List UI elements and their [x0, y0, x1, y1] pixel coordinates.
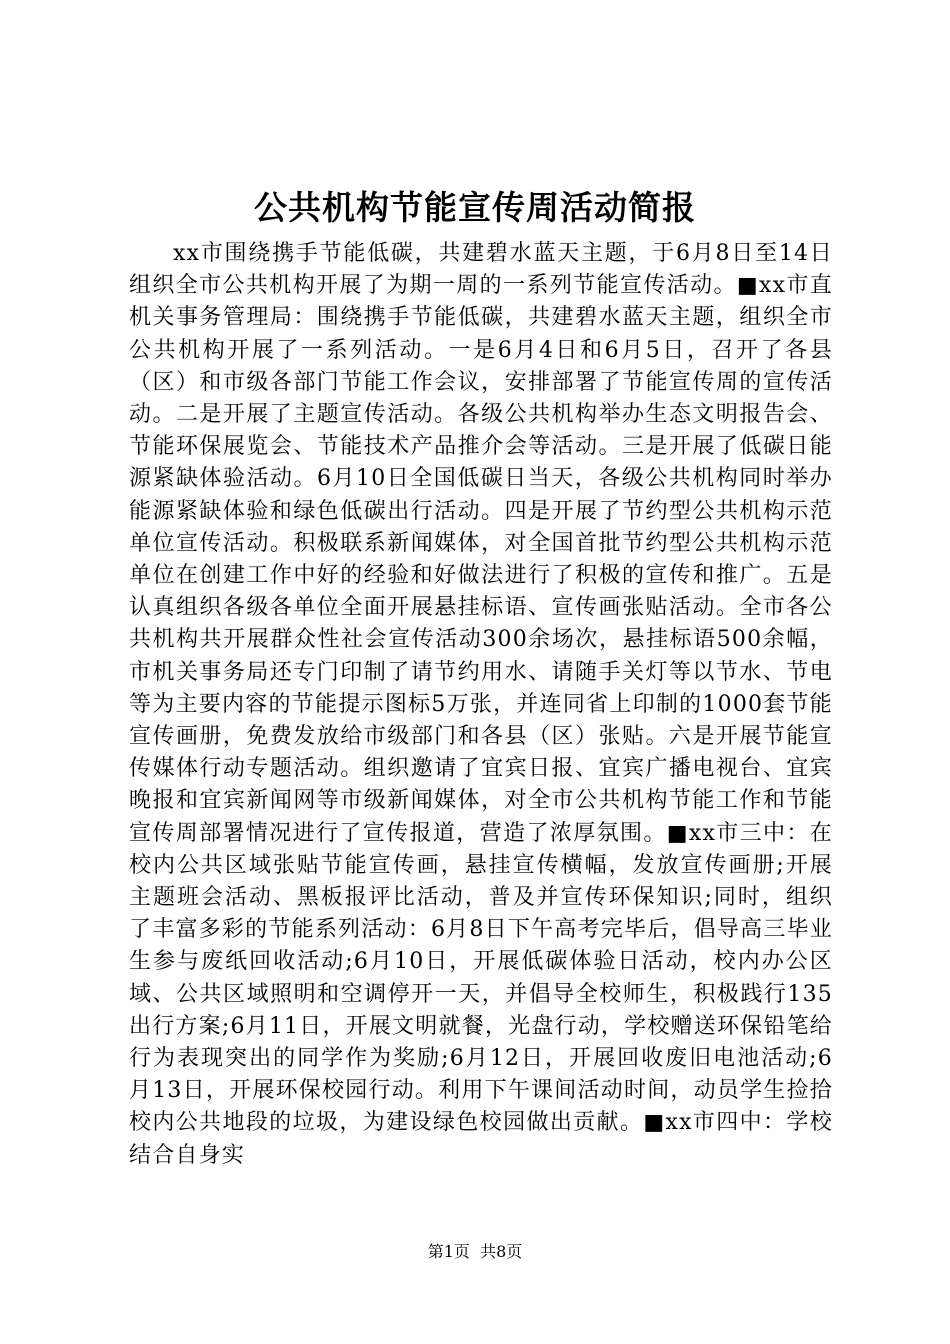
body-paragraph: xx市围绕携手节能低碳，共建碧水蓝天主题，于6月8日至14日组织全市公共机构开展了为期一周的一系列节能宣传活动。■xx市直机关事务管理局：围绕携手节能低碳，共建碧水蓝天主题，组织全市公共机构开展了一系列活动。一是6月4日和6月5日，召开了各县（区）和市级各部门节能工作会议，安排部署了节能宣传周的宣传活动。二是开展了主题宣传活动。各级公共机构举办生态文明报告会、节能环保展览会、节能技术产品推介会等活动。三是开展了低碳日能源紧缺体验活动。6月10日全国低碳日当天，各级公共机构同时举办能源紧缺体验和绿色低碳出行活动。四是开展了节约型公共机构示范单位宣传活动。积极联系新闻媒体，对全国首批节约型公共机构示范单位在创建工作中好的经验和好做法进行了积极的宣传和推广。五是认真组织各级各单位全面开展悬挂标语、宣传画张贴活动。全市各公共机构共开展群众性社会宣传活动300余场次，悬挂标语500余幅，市机关事务局还专门印制了请节约用水、请随手关灯等以节水、节电等为主要内容的节能提示图标5万张，并连同省上印制的1000套节能宣传画册，免费发放给市级部门和各县（区）张贴。六是开展节能宣传媒体行动专题活动。组织邀请了宜宾日报、宜宾广播电视台、宜宾晚报和宜宾新闻网等市级新闻媒体，对全市公共机构节能工作和节能宣传周部署情况进行了宣传报道，营造了浓厚氛围。■xx市三中：在校内公共区域张贴节能宣传画，悬挂宣传横幅，发放宣传画册;开展主题班会活动、黑板报评比活动，普及并宣传环保知识;同时，组织了丰富多彩的节能系列活动：6月8日下午高考完毕后，倡导高三毕业生参与废纸回收活动;6月10日，开展低碳体验日活动，校内办公区域、公共区域照明和空调停开一天，并倡导全校师生，积极践行135出行方案;6月11日，开展文明就餐，光盘行动，学校赠送环保铅笔给行为表现突出的同学作为奖励;6月12日，开展回收废旧电池活动;6月13日，开展环保校园行动。利用下午课间活动时间，动员学生捡拾校内公共地段的垃圾，为建设绿色校园做出贡献。■xx市四中：学校结合自身实	[129, 241, 833, 1168]
page-number-current: 第1页	[427, 1242, 470, 1261]
footer-separator	[470, 1242, 480, 1261]
page-number-total: 共8页	[480, 1242, 523, 1261]
page-title: 公共机构节能宣传周活动简报	[254, 188, 696, 227]
page-footer	[0, 1240, 950, 1264]
